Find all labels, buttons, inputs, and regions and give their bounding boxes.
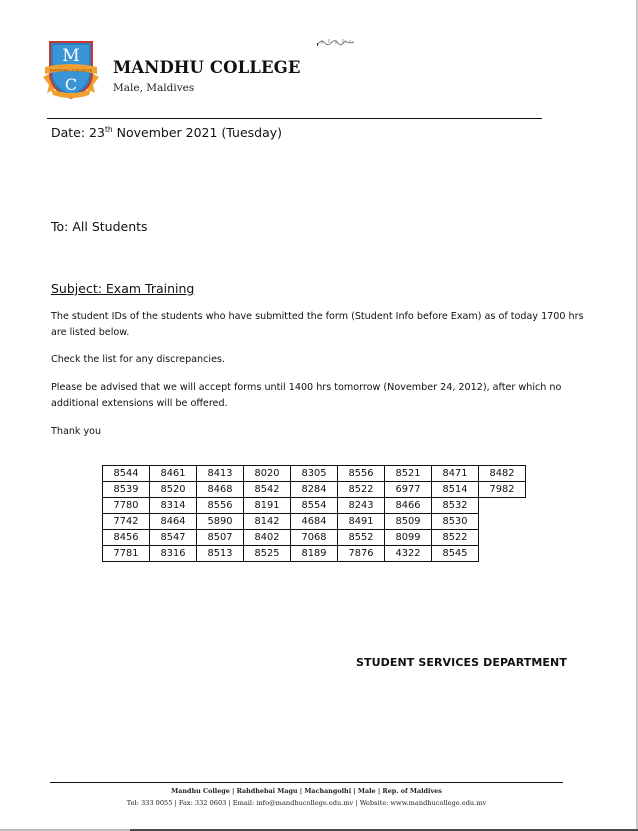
date-prefix: Date: 23	[51, 125, 105, 140]
date-rest: November 2021 (Tuesday)	[112, 125, 283, 140]
letter-closing: Thank you	[51, 426, 102, 437]
crest-letter-c: C	[64, 75, 78, 94]
student-id-cell: 8509	[385, 514, 432, 530]
student-id-cell: 8305	[291, 466, 338, 482]
student-id-cell: 8554	[291, 498, 338, 514]
student-id-cell: 8539	[103, 482, 150, 498]
student-id-cell: 4322	[385, 546, 432, 562]
student-id-cell: 8556	[338, 466, 385, 482]
student-id-cell: 8456	[103, 530, 150, 546]
arabic-calligraphy-icon	[316, 37, 356, 47]
student-id-cell: 8532	[432, 498, 479, 514]
student-id-cell: 8142	[244, 514, 291, 530]
student-id-cell: 8513	[197, 546, 244, 562]
table-row	[103, 530, 526, 546]
student-id-cell: 8542	[244, 482, 291, 498]
student-id-cell: 8545	[432, 546, 479, 562]
student-id-cell: 8402	[244, 530, 291, 546]
footer-address: Mandhu College | Rahdhebai Magu | Machangolhi | Male | Rep. of Maldives	[171, 787, 442, 795]
student-id-cell: 8556	[197, 498, 244, 514]
student-id-cell: 8521	[385, 466, 432, 482]
student-id-cell: 8099	[385, 530, 432, 546]
student-id-table	[102, 465, 526, 562]
student-id-cell: 8520	[150, 482, 197, 498]
table-row	[103, 466, 526, 482]
empty-cell	[479, 546, 526, 562]
student-id-cell: 8413	[197, 466, 244, 482]
student-id-cell: 8461	[150, 466, 197, 482]
footer-contact: Tel: 333 0055 | Fax: 332 0603 | Email: info@mandhucollege.edu.mv | Website: www.mandhucollege.edu.mv	[126, 799, 487, 807]
crest-letter-m: M	[62, 46, 80, 66]
letter-date	[51, 125, 282, 140]
student-id-cell: 8525	[244, 546, 291, 562]
table-row	[103, 498, 526, 514]
student-id-cell: 7982	[479, 482, 526, 498]
student-id-cell: 7781	[103, 546, 150, 562]
empty-cell	[479, 498, 526, 514]
student-id-cell: 8522	[432, 530, 479, 546]
empty-cell	[479, 514, 526, 530]
svg-text:MANDHU COLLEGE: MANDHU COLLEGE	[49, 67, 93, 73]
student-id-cell: 8464	[150, 514, 197, 530]
college-crest-icon	[41, 37, 101, 101]
letter-paragraph: The student IDs of the students who have submitted the form (Student Info before Exam) as of today 1700 hrs are listed below.	[51, 311, 584, 338]
student-id-cell: 8243	[338, 498, 385, 514]
student-id-cell: 8530	[432, 514, 479, 530]
table-row	[103, 546, 526, 562]
student-id-cell: 8552	[338, 530, 385, 546]
student-id-cell: 8547	[150, 530, 197, 546]
student-id-cell: 6977	[385, 482, 432, 498]
student-id-cell: 8522	[338, 482, 385, 498]
student-id-cell: 8466	[385, 498, 432, 514]
student-id-cell: 8482	[479, 466, 526, 482]
letter-paragraph: Check the list for any discrepancies.	[51, 354, 226, 365]
letter-recipient: To: All Students	[51, 219, 148, 234]
date-ordinal: th	[104, 125, 113, 134]
student-id-cell: 8314	[150, 498, 197, 514]
student-id-cell: 7742	[103, 514, 150, 530]
student-id-cell: 8544	[103, 466, 150, 482]
student-id-cell: 8189	[291, 546, 338, 562]
table-row	[103, 514, 526, 530]
letter-subject: Subject: Exam Training	[51, 281, 195, 296]
student-id-cell: 8284	[291, 482, 338, 498]
student-id-cell: 8316	[150, 546, 197, 562]
table-row	[103, 482, 526, 498]
college-location: Male, Maldives	[113, 82, 195, 94]
student-id-cell: 5890	[197, 514, 244, 530]
student-id-cell: 8491	[338, 514, 385, 530]
student-id-cell: 8468	[197, 482, 244, 498]
student-id-cell: 8191	[244, 498, 291, 514]
footer-divider	[50, 782, 563, 783]
empty-cell	[479, 530, 526, 546]
student-id-cell: 8020	[244, 466, 291, 482]
student-id-cell: 8507	[197, 530, 244, 546]
signature-department: STUDENT SERVICES DEPARTMENT	[356, 656, 567, 669]
student-id-cell: 7780	[103, 498, 150, 514]
student-id-cell: 8514	[432, 482, 479, 498]
student-id-cell: 7068	[291, 530, 338, 546]
letter-paragraph: Please be advised that we will accept forms until 1400 hrs tomorrow (November 24, 2012), after which no additional extensions will be offered.	[51, 382, 562, 409]
header-divider	[47, 118, 542, 119]
student-id-cell: 7876	[338, 546, 385, 562]
student-id-cell: 8471	[432, 466, 479, 482]
student-id-cell: 4684	[291, 514, 338, 530]
college-name: MANDHU COLLEGE	[113, 58, 301, 77]
